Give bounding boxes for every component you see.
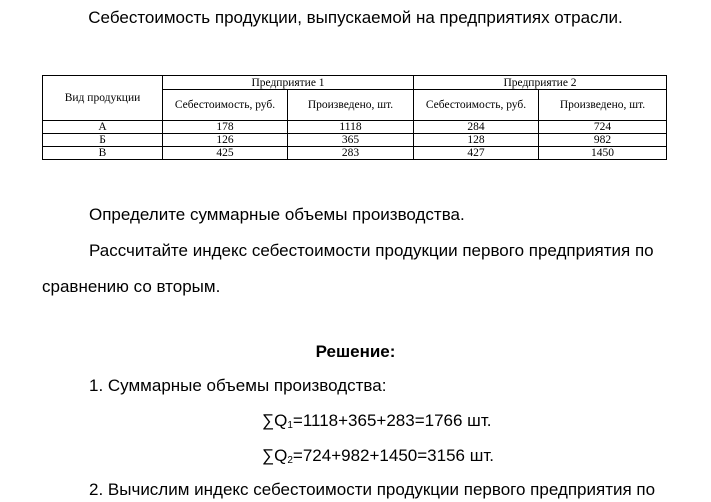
step-1-text: 1. Суммарные объемы производства: — [89, 376, 387, 395]
cell-qty-1: 1118 — [288, 121, 414, 134]
cell-cost-1: 425 — [163, 147, 288, 160]
header-product: Вид продукции — [43, 76, 163, 121]
cell-cost-1: 126 — [163, 134, 288, 147]
solution-heading: Решение: — [315, 342, 396, 361]
formula-q2-prefix: ∑Q — [262, 446, 288, 465]
formula-q2-subscript: 2 — [287, 455, 293, 466]
formula-q1-rest: =1118+365+283=1766 шт. — [292, 411, 492, 430]
header-enterprise-2: Предприятие 2 — [414, 76, 667, 90]
cell-qty-1: 365 — [288, 134, 414, 147]
header-produced-2: Произведено, шт. — [539, 90, 667, 121]
task-2-text-line-2: сравнению со вторым. — [42, 277, 221, 296]
formula-q1-subscript: 1 — [287, 420, 293, 431]
cell-cost-2: 128 — [414, 134, 539, 147]
formula-q1 — [262, 411, 491, 431]
cell-cost-2: 284 — [414, 121, 539, 134]
formula-q2 — [262, 446, 494, 466]
cell-product: Б — [43, 134, 163, 147]
cell-qty-2: 724 — [539, 121, 667, 134]
cell-qty-2: 1450 — [539, 147, 667, 160]
document-title: Себестоимость продукции, выпускаемой на предприятиях отрасли. — [88, 8, 623, 27]
table-row — [43, 134, 667, 147]
cell-cost-2: 427 — [414, 147, 539, 160]
table-row — [43, 121, 667, 134]
header-enterprise-1: Предприятие 1 — [163, 76, 414, 90]
task-1-text: Определите суммарные объемы производства. — [89, 205, 465, 224]
header-cost-2: Себестоимость, руб. — [414, 90, 539, 121]
cell-product: В — [43, 147, 163, 160]
cell-product: А — [43, 121, 163, 134]
formula-q2-rest: =724+982+1450=3156 шт. — [292, 446, 494, 465]
cell-qty-1: 283 — [288, 147, 414, 160]
formula-q1-prefix: ∑Q — [262, 411, 288, 430]
table-row — [43, 147, 667, 160]
step-2-text: 2. Вычислим индекс себестоимости продукции первого предприятия по — [89, 480, 656, 499]
task-2-text-line-1: Рассчитайте индекс себестоимости продукции первого предприятия по — [89, 241, 654, 260]
header-produced-1: Произведено, шт. — [288, 90, 414, 121]
cost-table — [42, 75, 667, 160]
cell-cost-1: 178 — [163, 121, 288, 134]
header-cost-1: Себестоимость, руб. — [163, 90, 288, 121]
cell-qty-2: 982 — [539, 134, 667, 147]
